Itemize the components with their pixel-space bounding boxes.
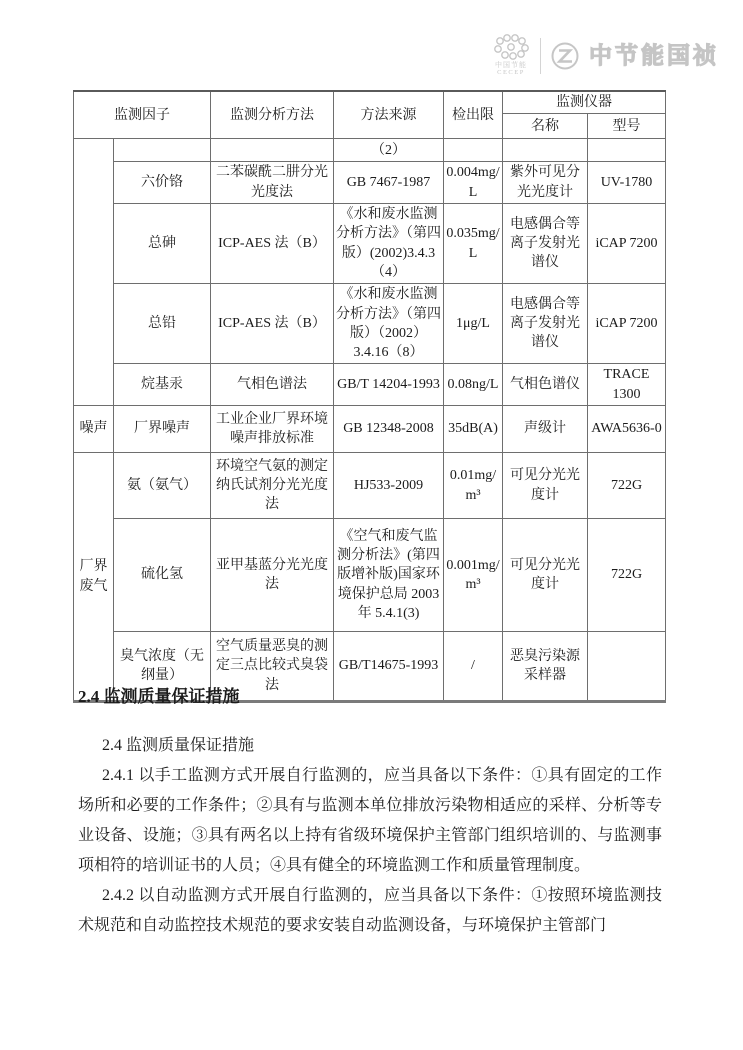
cell-instrument-model: UV-1780	[588, 162, 666, 204]
cell-factor: 氨（氨气）	[114, 453, 211, 519]
cell-method: 亚甲基蓝分光光度法	[211, 519, 334, 632]
cell-source: GB 7467-1987	[334, 162, 444, 204]
cell-limit: 0.004mg/L	[444, 162, 503, 204]
cecep-mark	[491, 34, 531, 77]
cell-method: 气相色谱法	[211, 364, 334, 406]
table-row	[74, 162, 666, 204]
cell-instrument-model: TRACE 1300	[588, 364, 666, 406]
cell-group-continued	[74, 139, 114, 406]
cecep-caption-en: CECEP	[497, 69, 525, 76]
cell-source: 《水和废水监测分析方法》（第四版）（2002） 3.4.16（8）	[334, 284, 444, 364]
cell-method: ICP-AES 法（B）	[211, 203, 334, 283]
cell-instrument-name: 恶臭污染源采样器	[503, 632, 588, 702]
brand-logo	[491, 34, 719, 77]
cell-limit: 0.08ng/L	[444, 364, 503, 406]
logo-divider	[540, 38, 541, 74]
cell-limit: /	[444, 632, 503, 702]
cell-limit: 0.01mg/m³	[444, 453, 503, 519]
cell-method: 二苯碳酰二肼分光光度法	[211, 162, 334, 204]
cell-instrument-name: 电感偶合等离子发射光谱仪	[503, 284, 588, 364]
table-row	[74, 284, 666, 364]
cell-factor: 臭气浓度（无纲量）	[114, 632, 211, 702]
header-instrument-name: 名称	[503, 114, 588, 139]
cell-source: 《水和废水监测分析方法》（第四版）(2002)3.4.3（4）	[334, 203, 444, 283]
paragraph: 2.4.1 以手工监测方式开展自行监测的，应当具备以下条件：①具有固定的工作场所和必要的工作条件；②具有与监测本单位排放污染物相适应的采样、分析等专业设备、设施；③具有两名以上持有省级环境保护主管部门组织培训的、与监测事项相符的培训证书的人员；④具有健全的环境监测工作和质量管理制度。	[78, 767, 662, 874]
table-row	[74, 406, 666, 453]
cell-method: 工业企业厂界环境噪声排放标准	[211, 406, 334, 453]
cell-group-noise: 噪声	[74, 406, 114, 453]
cell-instrument-name: 可见分光光度计	[503, 453, 588, 519]
cell-factor: 厂界噪声	[114, 406, 211, 453]
cell-factor: 总砷	[114, 203, 211, 283]
cell-instrument-model: iCAP 7200	[588, 284, 666, 364]
header-method: 监测分析方法	[211, 91, 334, 139]
cell-method: 空气质量恶臭的测定三点比较式臭袋法	[211, 632, 334, 702]
table-row	[74, 364, 666, 406]
cell-source: 《空气和废气监测分析法》(第四版增补版)国家环境保护总局 2003 年 5.4.1(3)	[334, 519, 444, 632]
cell-instrument-name: 声级计	[503, 406, 588, 453]
table-row	[74, 519, 666, 632]
cell-factor: 硫化氢	[114, 519, 211, 632]
cell-instrument-name: 紫外可见分光光度计	[503, 162, 588, 204]
brand-name: 中节能国祯	[589, 42, 719, 68]
paragraph: 2.4 监测质量保证措施	[102, 737, 255, 754]
cell-instrument-name: 可见分光光度计	[503, 519, 588, 632]
cecep-circles-icon	[492, 34, 530, 60]
section-heading: 2.4 监测质量保证措施	[78, 687, 240, 706]
cell-instrument-model: iCAP 7200	[588, 203, 666, 283]
table-row	[74, 453, 666, 519]
paragraph: 2.4.2 以自动监测方式开展自行监测的，应当具备以下条件：①按照环境监测技术规范和自动监控技术规范的要求安装自动监测设备，与环境保护主管部门	[78, 887, 662, 934]
cell-source: （2）	[334, 139, 444, 162]
cell-instrument-name: 气相色谱仪	[503, 364, 588, 406]
cell-limit: 0.035mg/L	[444, 203, 503, 283]
cell-limit: 35dB(A)	[444, 406, 503, 453]
table-row	[74, 139, 666, 162]
cell-method: ICP-AES 法（B）	[211, 284, 334, 364]
cell-instrument-model: AWA5636-0	[588, 406, 666, 453]
cell-instrument-name: 电感偶合等离子发射光谱仪	[503, 203, 588, 283]
cecep-caption-cn: 中国节能	[495, 61, 527, 69]
cell-source: HJ533-2009	[334, 453, 444, 519]
header-factor: 监测因子	[74, 91, 211, 139]
cell-factor: 烷基汞	[114, 364, 211, 406]
table-row	[74, 203, 666, 283]
header-instrument-model: 型号	[588, 114, 666, 139]
cell-source: GB/T14675-1993	[334, 632, 444, 702]
header-instrument: 监测仪器	[503, 91, 666, 114]
cell-group-gas: 厂界废气	[74, 453, 114, 702]
cell-factor: 总铅	[114, 284, 211, 364]
cell-source: GB 12348-2008	[334, 406, 444, 453]
cell-instrument-model: 722G	[588, 519, 666, 632]
monitoring-table	[73, 90, 666, 703]
cell-instrument-model: 722G	[588, 453, 666, 519]
cell-method: 环境空气氨的测定纳氏试剂分光光度法	[211, 453, 334, 519]
cell-factor	[114, 139, 211, 162]
guozhen-z-icon	[550, 41, 580, 71]
cell-factor: 六价铬	[114, 162, 211, 204]
header-limit: 检出限	[444, 91, 503, 139]
cell-instrument-name	[503, 139, 588, 162]
section-2-4	[78, 686, 662, 941]
cell-limit: 1μg/L	[444, 284, 503, 364]
cell-limit: 0.001mg/m³	[444, 519, 503, 632]
cell-method	[211, 139, 334, 162]
cell-instrument-model	[588, 139, 666, 162]
cell-limit	[444, 139, 503, 162]
cell-source: GB/T 14204-1993	[334, 364, 444, 406]
header-source: 方法来源	[334, 91, 444, 139]
